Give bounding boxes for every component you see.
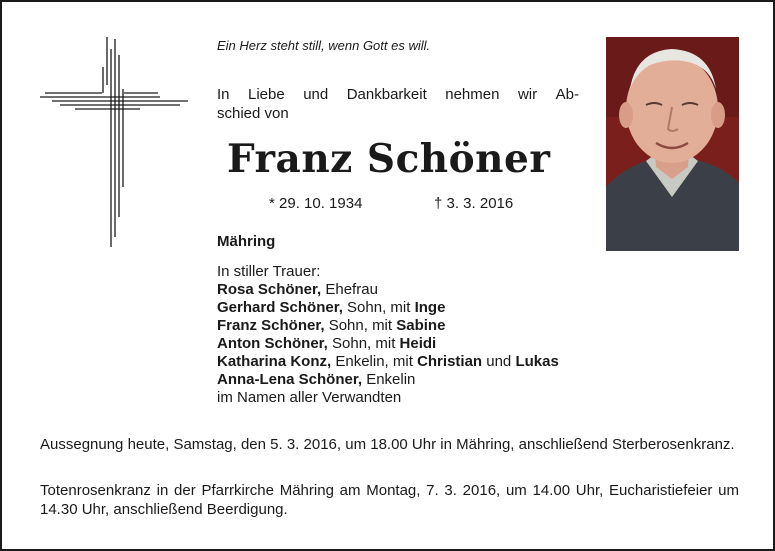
funeral-info: Totenrosenkranz in der Pfarrkirche Mähring am Montag, 7. 3. 2016, um 14.00 Uhr, Eucharistiefeier um 14.30 Uhr, anschließend Beerdigung. xyxy=(40,482,739,518)
mourner-name: Christian xyxy=(417,353,483,370)
hometown: Mähring xyxy=(217,233,276,250)
intro-word: Liebe xyxy=(248,86,285,103)
mourners-list xyxy=(217,263,559,407)
mourner-relation: Enkelin, mit xyxy=(331,353,418,370)
intro-word: Dankbarkeit xyxy=(346,86,427,103)
mourner-name: Gerhard Schöner, xyxy=(217,299,343,316)
mourner-line xyxy=(217,371,559,389)
intro-word: wir xyxy=(517,86,538,103)
mourners-closing: im Namen aller Verwandten xyxy=(217,389,402,406)
mourner-line xyxy=(217,353,559,371)
mourner-name: Rosa Schöner, xyxy=(217,281,322,298)
motto: Ein Herz steht still, wenn Gott es will. xyxy=(217,38,431,53)
mourner-line xyxy=(217,281,559,299)
mourner-line xyxy=(217,299,559,317)
mourner-relation: Sohn, mit xyxy=(327,335,400,352)
mourner-name: Franz Schöner, xyxy=(217,317,325,334)
mourner-name: Heidi xyxy=(399,335,437,352)
portrait-photo xyxy=(606,37,739,251)
intro-text xyxy=(217,85,579,123)
mourner-lines xyxy=(217,281,559,389)
mourner-name: Anna-Lena Schöner, xyxy=(217,371,363,388)
death-date: † 3. 3. 2016 xyxy=(434,195,514,212)
mourner-name: Anton Schöner, xyxy=(217,335,328,352)
intro-word: Ab- xyxy=(555,86,579,103)
mourner-name: Lukas xyxy=(515,353,559,370)
intro-line-1 xyxy=(217,85,579,104)
intro-word: In xyxy=(217,86,230,103)
mourner-relation: Sohn, mit xyxy=(324,317,397,334)
deceased-name: Franz Schöner xyxy=(227,136,551,182)
birth-date: * 29. 10. 1934 xyxy=(269,195,363,212)
mourner-line xyxy=(217,317,559,335)
intro-word: und xyxy=(303,86,329,103)
intro-word: nehmen xyxy=(445,86,500,103)
mourner-relation: Sohn, mit xyxy=(342,299,415,316)
mourner-name: Sabine xyxy=(396,317,446,334)
intro-line-2: schied von xyxy=(217,105,289,122)
mourner-line xyxy=(217,335,559,353)
portrait-image xyxy=(606,37,739,251)
blessing-info: Aussegnung heute, Samstag, den 5. 3. 2016, um 18.00 Uhr in Mähring, anschließend Sterberosenkranz. xyxy=(40,436,735,453)
mourner-relation: und xyxy=(482,353,516,370)
mourner-name: Katharina Konz, xyxy=(217,353,332,370)
mourners-heading: In stiller Trauer: xyxy=(217,263,321,280)
mourner-relation: Ehefrau xyxy=(321,281,378,298)
mourner-relation: Enkelin xyxy=(362,371,416,388)
cross-icon xyxy=(40,37,190,247)
mourner-name: Inge xyxy=(414,299,446,316)
